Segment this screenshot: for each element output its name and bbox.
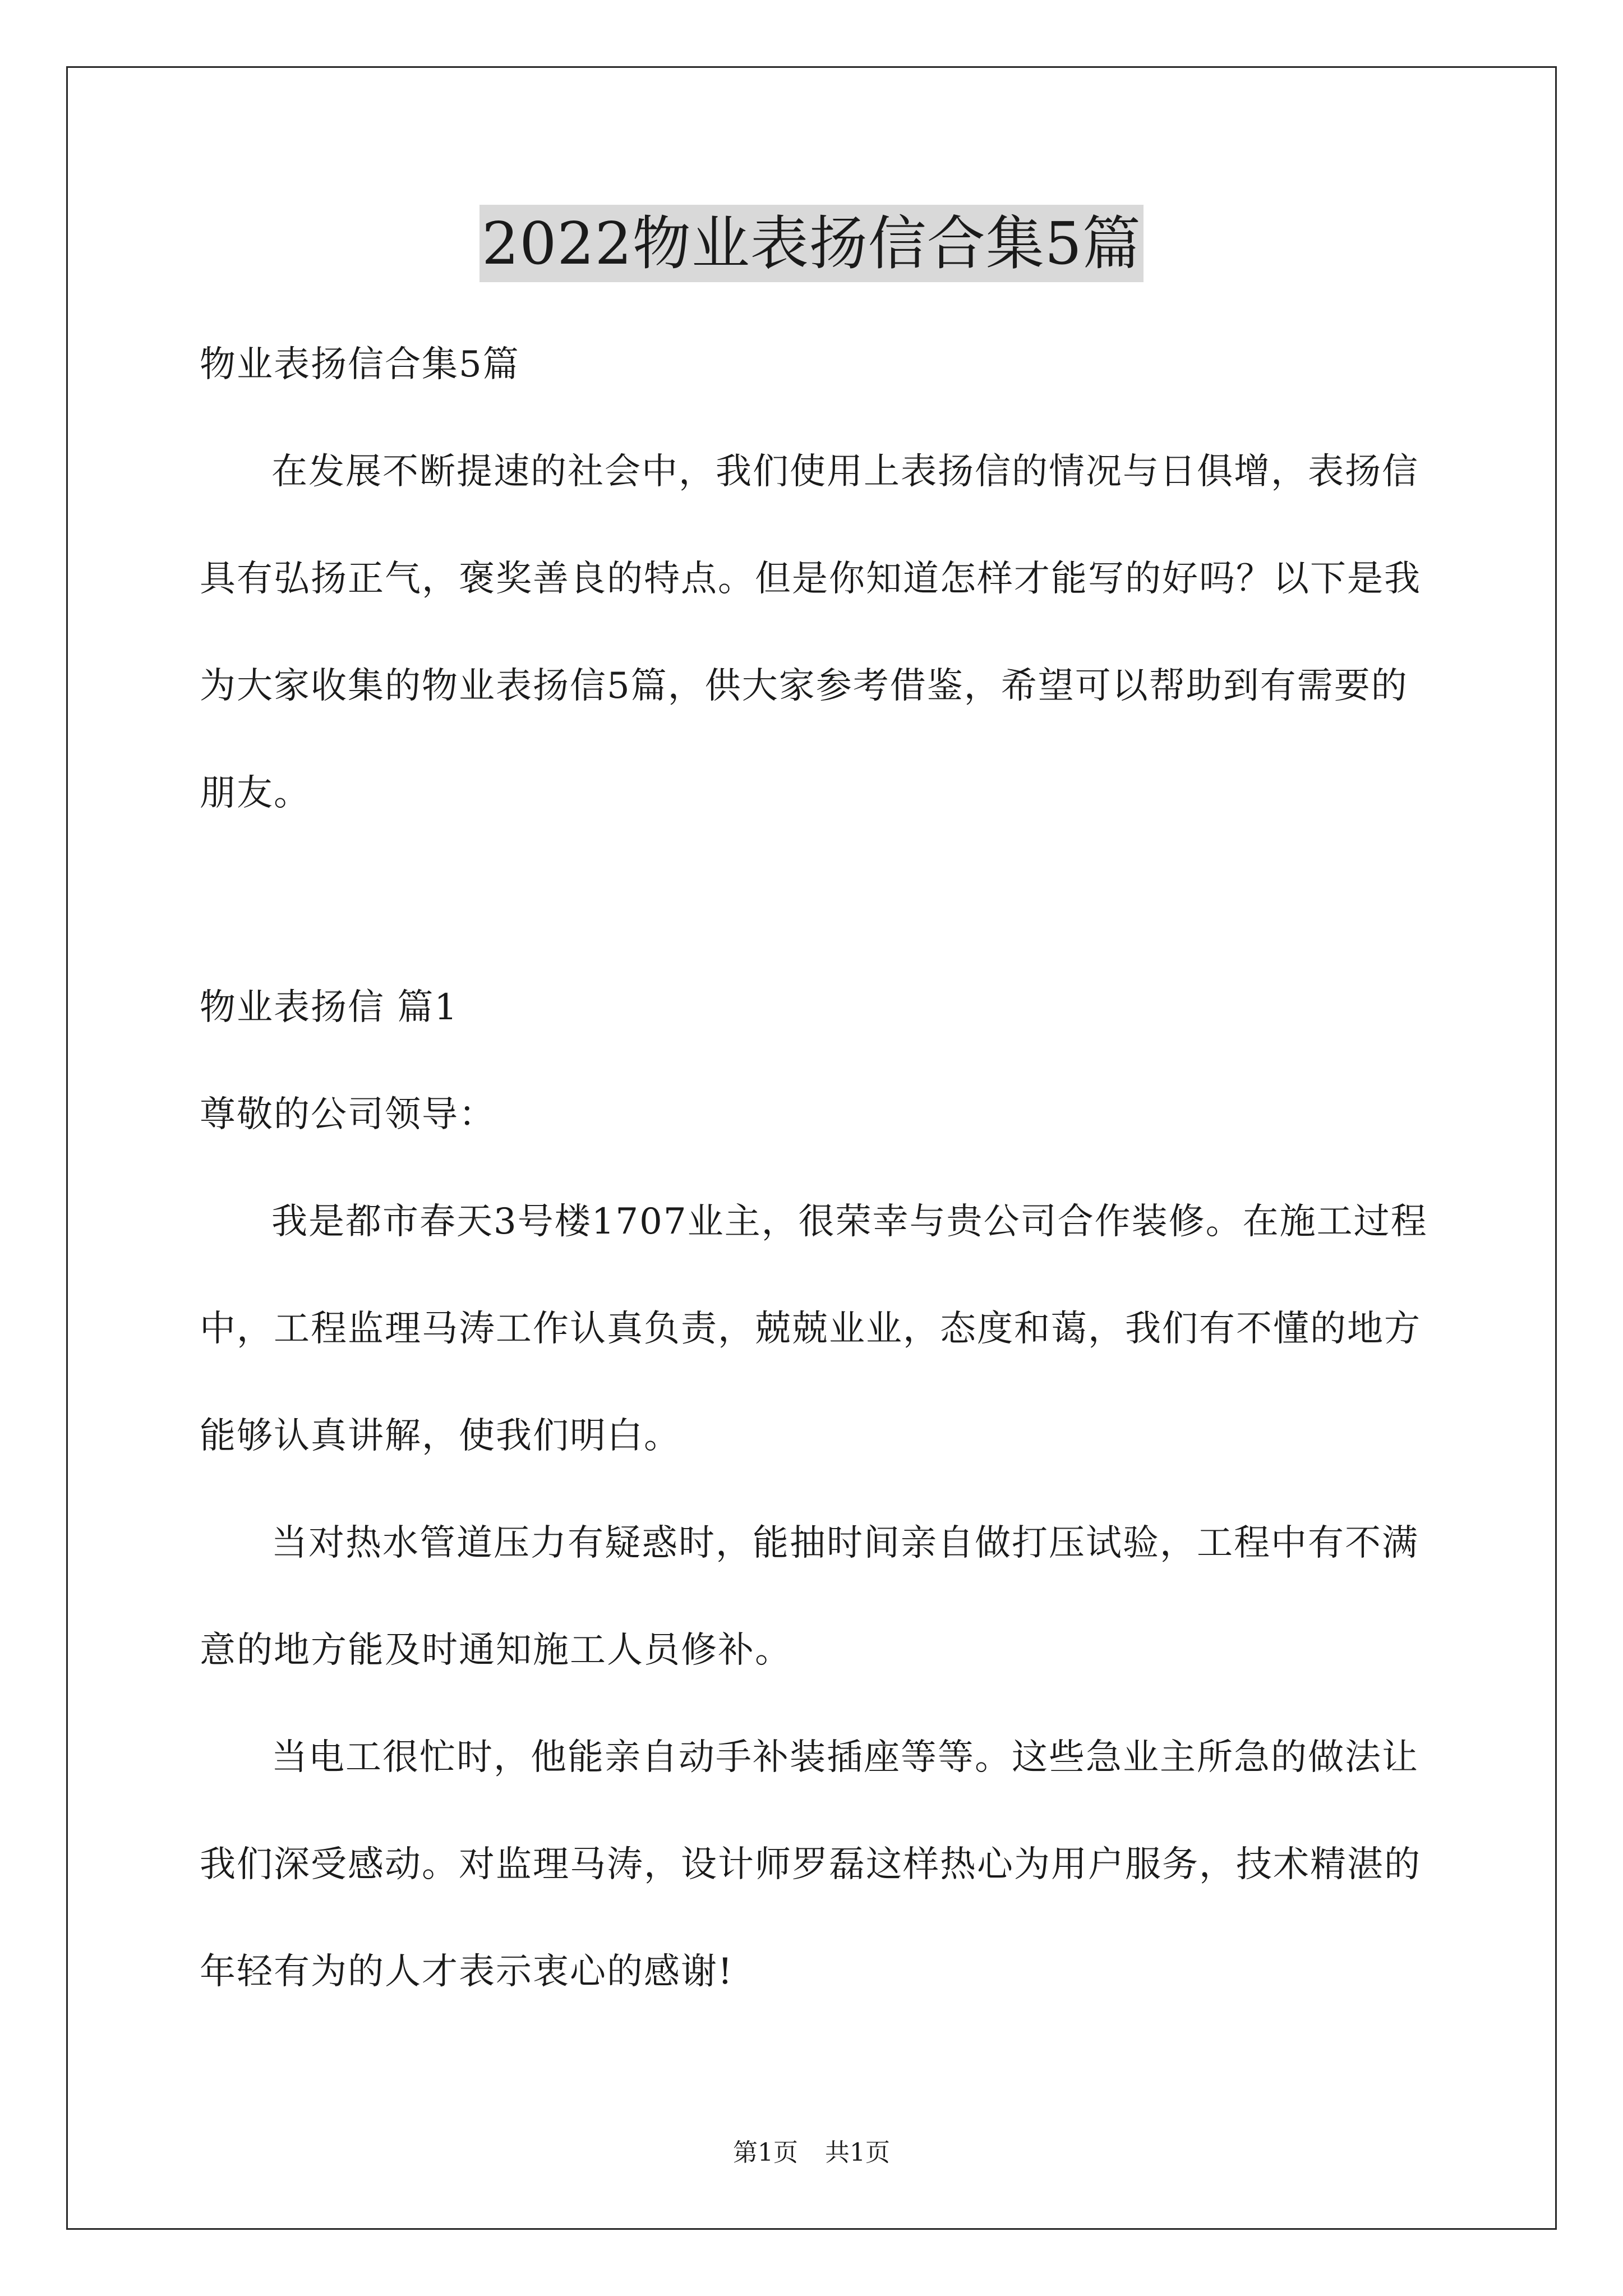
body-paragraph: 当电工很忙时，他能亲自动手补装插座等等。这些急业主所急的做法让我们深受感动。对监理马涛，设计师罗磊这样热心为用户服务，技术精湛的年轻有为的人才表示衷心的感谢! xyxy=(200,1737,1421,1993)
page-number: 第1页 xyxy=(733,2138,798,2167)
subtitle: 物业表扬信合集5篇 xyxy=(200,344,520,385)
body-paragraph: 当对热水管道压力有疑惑时，能抽时间亲自做打压试验，工程中有不满意的地方能及时通知施工人员修补。 xyxy=(200,1522,1419,1671)
title-container xyxy=(0,205,1623,282)
intro-paragraph: 在发展不断提速的社会中，我们使用上表扬信的情况与日俱增，表扬信具有弘扬正气，褒奖善良的特点。但是你知道怎样才能写的好吗？以下是我为大家收集的物业表扬信5篇，供大家参考借鉴，希望可以帮助到有需要的朋友。 xyxy=(200,451,1421,814)
document-title: 2022物业表扬信合集5篇 xyxy=(479,205,1144,282)
salutation: 尊敬的公司领导： xyxy=(200,1094,496,1135)
page-footer xyxy=(0,2136,1623,2170)
spacer xyxy=(200,847,1433,954)
document-body xyxy=(200,311,1433,2026)
page-total: 共1页 xyxy=(825,2138,890,2167)
section-heading: 物业表扬信 篇1 xyxy=(200,987,459,1028)
body-paragraph: 我是都市春天3号楼1707业主，很荣幸与贵公司合作装修。在施工过程中，工程监理马涛工作认真负责，兢兢业业，态度和蔼，我们有不懂的地方能够认真讲解，使我们明白。 xyxy=(200,1201,1428,1457)
